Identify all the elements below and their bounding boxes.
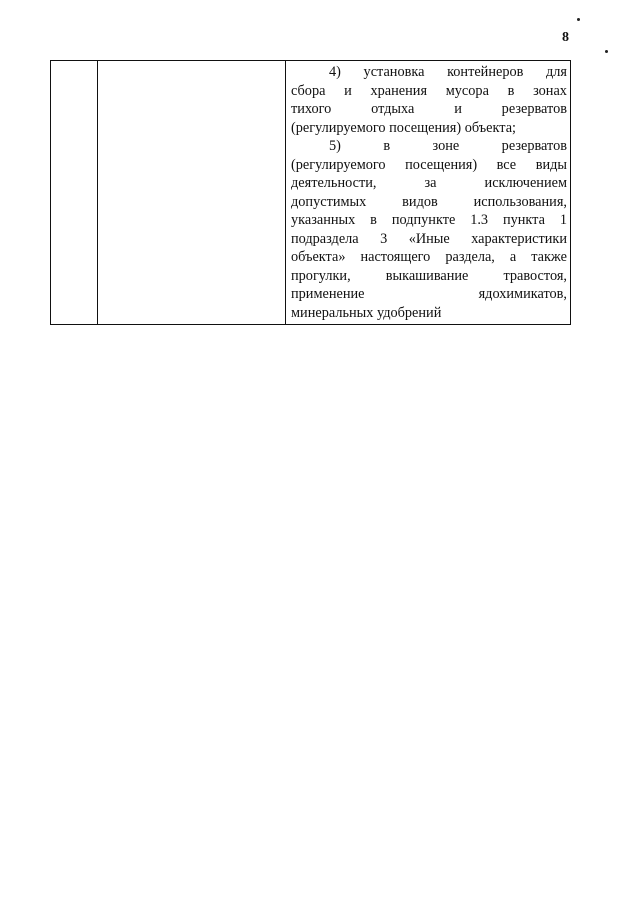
text-word: сбора: [291, 82, 326, 99]
text-line: [291, 174, 567, 193]
text-line: [291, 119, 567, 138]
text-word: резерватов: [501, 101, 567, 117]
text-word: указанных: [291, 212, 356, 228]
text-line: [291, 100, 567, 119]
text-word: контейнеров: [447, 64, 524, 80]
text-word: зонах: [533, 82, 567, 99]
text-word: пункта: [502, 212, 545, 228]
text-word: 1: [559, 212, 567, 228]
text-word: настоящего: [360, 249, 431, 265]
text-word: подпункте: [391, 212, 456, 228]
text-word: отдыха: [371, 101, 415, 117]
text-word: применение: [291, 286, 365, 302]
text-word: исключением: [484, 175, 567, 191]
text-word: (регулируемого посещения) объекта;: [291, 119, 517, 136]
text-word: в: [507, 82, 515, 99]
page-number: 8: [562, 30, 569, 45]
table-cell-col2: [98, 61, 286, 325]
text-word: также: [531, 249, 567, 265]
scan-speck: [577, 18, 580, 21]
text-word: и: [454, 101, 462, 117]
text-word: подраздела: [291, 230, 359, 247]
text-word: в: [370, 212, 377, 228]
table-cell-col1: [51, 61, 98, 325]
text-line: [291, 304, 567, 323]
text-word: 1.3: [470, 212, 489, 228]
text-word: все: [496, 156, 517, 173]
text-word: объекта»: [291, 249, 346, 265]
text-word: 5): [329, 138, 341, 154]
text-word: травостоя,: [503, 267, 567, 284]
scan-speck: [605, 50, 608, 53]
text-line: [291, 193, 567, 212]
text-line: [291, 285, 567, 304]
text-word: прогулки,: [291, 267, 351, 284]
text-word: (регулируемого: [291, 156, 386, 173]
text-word: посещения): [405, 156, 478, 173]
table-cell-col3: [286, 61, 571, 325]
text-line: [291, 156, 567, 175]
text-word: хранения: [370, 82, 428, 99]
text-word: использования,: [473, 193, 567, 210]
text-line: [291, 230, 567, 249]
text-word: мусора: [445, 82, 489, 99]
text-word: характеристики: [471, 230, 567, 247]
text-line: [291, 248, 567, 267]
text-line: [291, 267, 567, 286]
text-word: за: [424, 175, 437, 191]
text-word: тихого: [291, 101, 332, 117]
text-word: раздела,: [445, 249, 495, 265]
text-word: а: [509, 249, 517, 265]
text-word: видов: [402, 193, 438, 210]
text-word: 4): [329, 64, 341, 80]
text-word: «Иные: [408, 230, 450, 247]
text-line: [291, 63, 567, 82]
text-word: установка: [363, 64, 425, 80]
text-word: виды: [535, 156, 567, 173]
text-word: 3: [380, 230, 388, 247]
text-line: [291, 82, 567, 101]
text-word: минеральных удобрений: [291, 304, 442, 321]
text-word: ядохимикатов,: [478, 286, 567, 302]
text-word: и: [344, 82, 352, 99]
text-word: допустимых: [291, 193, 367, 210]
text-word: выкашивание: [385, 267, 469, 284]
table-row: [51, 61, 571, 325]
text-line: [291, 211, 567, 230]
text-word: для: [546, 64, 567, 80]
text-word: резерватов: [501, 138, 567, 154]
text-line: [291, 137, 567, 156]
document-table: [50, 60, 571, 325]
text-word: деятельности,: [291, 175, 377, 191]
text-word: зоне: [432, 138, 460, 154]
restrictions-text: [286, 61, 570, 324]
text-word: в: [383, 138, 391, 154]
